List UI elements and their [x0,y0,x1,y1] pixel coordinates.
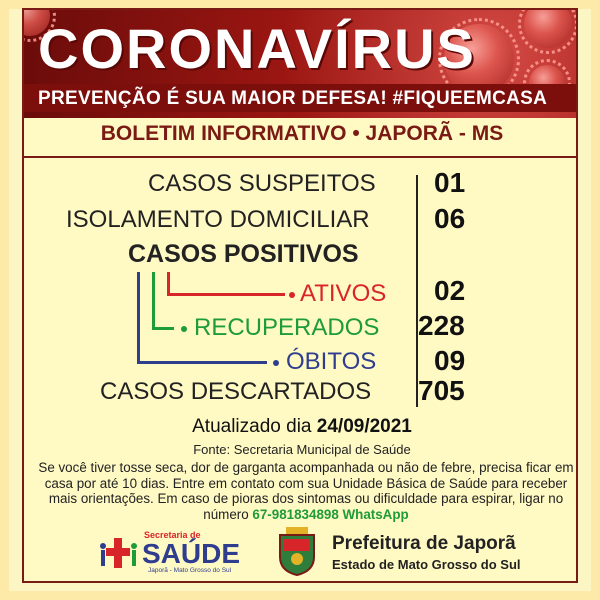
suspected-value: 01 [434,167,466,198]
updated-line [24,416,578,438]
deaths-label: ÓBITOS [286,348,377,375]
saude-logo-main: SAÚDE [142,538,241,569]
recovered-value: 228 [418,310,465,341]
suspected-label: CASOS SUSPEITOS [148,170,376,197]
active-value: 02 [434,275,466,306]
page-title: CORONAVÍRUS [38,17,476,80]
bullet-icon [273,360,279,366]
saude-logo-sub: Japorã - Mato Grosso do Sul [148,567,232,574]
positive-label: CASOS POSITIVOS [128,240,359,268]
bullet-icon [289,292,295,298]
saude-logo-top: Secretaria de [144,530,201,540]
isolation-value: 06 [434,203,466,234]
deaths-bracket [137,272,267,364]
page-subtitle: PREVENÇÃO É SUA MAIOR DEFESA! #FIQUEEMCASA [38,88,548,109]
divider [24,156,578,158]
family-icon [98,530,142,574]
updated-date: 24/09/2021 [316,416,412,437]
prefeitura-logo [272,525,562,577]
deaths-value: 09 [434,345,466,376]
recovered-label: RECUPERADOS [194,314,380,341]
virus-illustration [524,10,572,48]
updated-prefix: Atualizado dia [192,416,312,437]
bulletin-heading: BOLETIM INFORMATIVO • JAPORÃ - MS [100,122,504,145]
prefeitura-title: Prefeitura de Japorã [332,533,516,554]
prefeitura-subtitle: Estado de Mato Grosso do Sul [332,557,521,572]
isolation-label: ISOLAMENTO DOMICILIAR [66,206,370,233]
coat-of-arms-icon [272,525,322,577]
stats-divider [416,175,418,407]
header-banner [24,10,578,118]
active-label: ATIVOS [300,280,387,307]
discarded-label: CASOS DESCARTADOS [100,378,372,405]
notice-text [36,460,576,522]
source-line: Fonte: Secretaria Municipal de Saúde [193,442,411,457]
bulletin-card [22,8,578,583]
notice-body: Se você tiver tosse seca, dor de garganta acompanhada ou não de febre, precisa ficar em casa por até 10 dias. Entre em contato com sua Unidade Básica de Saúde para receber mais orientações. Em caso de pioras dos sintomas ou dificuldade para espirar, ligar no número [38,460,574,522]
discarded-value: 705 [418,375,465,406]
whatsapp-number: 67-981834898 WhatsApp [252,506,409,522]
saude-logo [98,530,241,574]
